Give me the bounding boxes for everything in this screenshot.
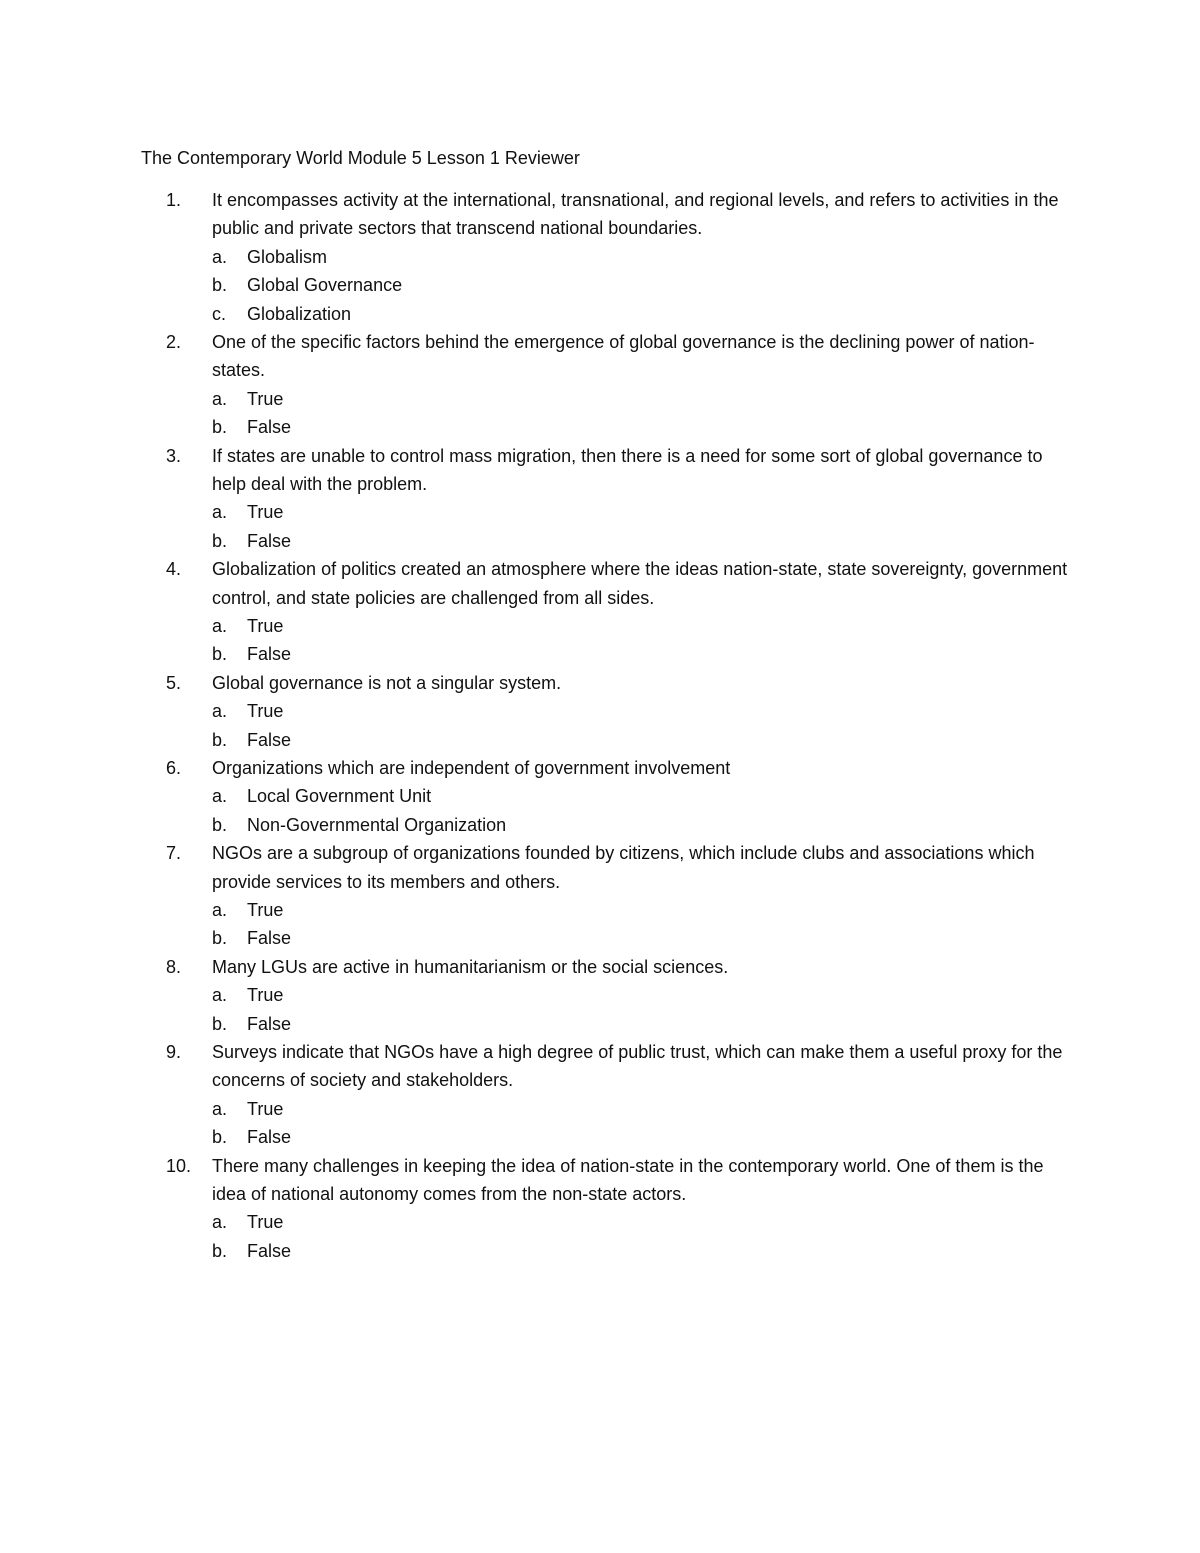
question-number: 7. — [166, 843, 182, 864]
option-text: True — [247, 502, 284, 523]
answer-option — [0, 243, 1200, 271]
answer-option — [0, 527, 1200, 555]
option-list — [0, 243, 1200, 328]
option-letter: a. — [212, 615, 228, 636]
answer-option — [0, 981, 1200, 1009]
answer-option — [0, 385, 1200, 413]
question-number: 8. — [166, 956, 182, 977]
answer-option — [0, 1010, 1200, 1038]
question-item — [0, 669, 1200, 754]
question-item — [0, 1038, 1200, 1152]
question-number: 2. — [166, 331, 182, 352]
option-text: True — [247, 701, 284, 722]
question-number: 3. — [166, 445, 182, 466]
question-text: NGOs are a subgroup of organizations founded by citizens, which include clubs and associations which provide services to its members and others. — [212, 843, 1035, 892]
question-item — [0, 953, 1200, 1038]
question-item — [0, 839, 1200, 953]
option-list — [0, 782, 1200, 839]
option-list — [0, 612, 1200, 669]
option-text: False — [247, 530, 292, 551]
question-text: It encompasses activity at the international, transnational, and regional levels, and refers to activities in the public and private sectors that transcend national boundaries. — [212, 190, 1059, 239]
question-number: 9. — [166, 1041, 182, 1062]
answer-option — [0, 1123, 1200, 1151]
option-list — [0, 385, 1200, 442]
option-text: True — [247, 985, 284, 1006]
answer-option — [0, 697, 1200, 725]
option-text: False — [247, 928, 292, 949]
answer-option — [0, 782, 1200, 810]
option-letter: b. — [212, 275, 228, 296]
option-letter: b. — [212, 729, 228, 750]
document-title: The Contemporary World Module 5 Lesson 1 Reviewer — [141, 148, 580, 168]
option-letter: a. — [212, 899, 228, 920]
question-item — [0, 1152, 1200, 1266]
answer-option — [0, 1095, 1200, 1123]
option-letter: b. — [212, 1013, 228, 1034]
option-text: False — [247, 1127, 292, 1148]
answer-option — [0, 413, 1200, 441]
option-letter: b. — [212, 530, 228, 551]
option-letter: a. — [212, 388, 228, 409]
option-list — [0, 981, 1200, 1038]
question-number: 6. — [166, 757, 182, 778]
option-text: Local Government Unit — [247, 786, 432, 807]
answer-option — [0, 640, 1200, 668]
option-letter: b. — [212, 644, 228, 665]
question-number: 4. — [166, 559, 182, 580]
question-number: 1. — [166, 190, 182, 210]
option-letter: c. — [212, 303, 227, 324]
option-text: False — [247, 729, 292, 750]
option-text: True — [247, 899, 284, 920]
option-letter: a. — [212, 502, 228, 523]
question-text: Surveys indicate that NGOs have a high degree of public trust, which can make them a useful proxy for the concerns of society and stakeholders. — [212, 1041, 1063, 1091]
option-text: True — [247, 1098, 284, 1119]
option-list — [0, 1208, 1200, 1265]
option-letter: a. — [212, 1212, 228, 1233]
question-text: One of the specific factors behind the emergence of global governance is the declining power of nation-states. — [212, 331, 1035, 381]
option-letter: a. — [212, 786, 228, 807]
question-item — [0, 186, 1200, 328]
option-text: True — [247, 1212, 284, 1233]
answer-option — [0, 498, 1200, 526]
answer-option — [0, 271, 1200, 299]
answer-option — [0, 300, 1200, 328]
option-list — [0, 697, 1200, 754]
option-text: True — [247, 615, 284, 636]
answer-option — [0, 612, 1200, 640]
option-letter: b. — [212, 1127, 228, 1148]
question-text: There many challenges in keeping the idea of nation-state in the contemporary world. One of them is the idea of national autonomy comes from the non-state actors. — [212, 1155, 1044, 1204]
option-text: Globalization — [247, 303, 352, 324]
question-text: Many LGUs are active in humanitarianism or the social sciences. — [212, 956, 729, 977]
option-text: True — [247, 388, 284, 409]
answer-option — [0, 1208, 1200, 1236]
option-letter: b. — [212, 928, 228, 949]
question-list — [0, 186, 1200, 1265]
question-item — [0, 328, 1200, 442]
option-letter: a. — [212, 701, 228, 722]
option-text: Non-Governmental Organization — [247, 814, 507, 835]
answer-option — [0, 896, 1200, 924]
question-number: 5. — [166, 672, 182, 693]
option-list — [0, 1095, 1200, 1152]
answer-option — [0, 811, 1200, 839]
question-text: Globalization of politics created an atmosphere where the ideas nation-state, state sovereignty, government control, and state policies are challenged from all sides. — [212, 559, 1068, 608]
question-text: Organizations which are independent of government involvement — [212, 757, 731, 778]
option-text: False — [247, 1240, 292, 1261]
option-text: False — [247, 1013, 292, 1034]
option-letter: a. — [212, 985, 228, 1006]
question-item — [0, 555, 1200, 669]
question-item — [0, 442, 1200, 556]
option-text: Global Governance — [247, 275, 403, 296]
option-letter: a. — [212, 246, 228, 267]
question-item — [0, 754, 1200, 839]
option-text: Globalism — [247, 246, 328, 267]
option-text: False — [247, 644, 292, 665]
answer-option — [0, 1237, 1200, 1265]
option-list — [0, 896, 1200, 953]
option-letter: a. — [212, 1098, 228, 1119]
question-text: Global governance is not a singular system. — [212, 672, 562, 693]
option-list — [0, 498, 1200, 555]
answer-option — [0, 924, 1200, 952]
option-letter: b. — [212, 417, 228, 438]
answer-option — [0, 726, 1200, 754]
option-text: False — [247, 417, 292, 438]
option-letter: b. — [212, 814, 228, 835]
question-text: If states are unable to control mass migration, then there is a need for some sort of global governance to help deal with the problem. — [212, 445, 1043, 494]
option-letter: b. — [212, 1240, 228, 1261]
question-number: 10. — [166, 1155, 192, 1176]
